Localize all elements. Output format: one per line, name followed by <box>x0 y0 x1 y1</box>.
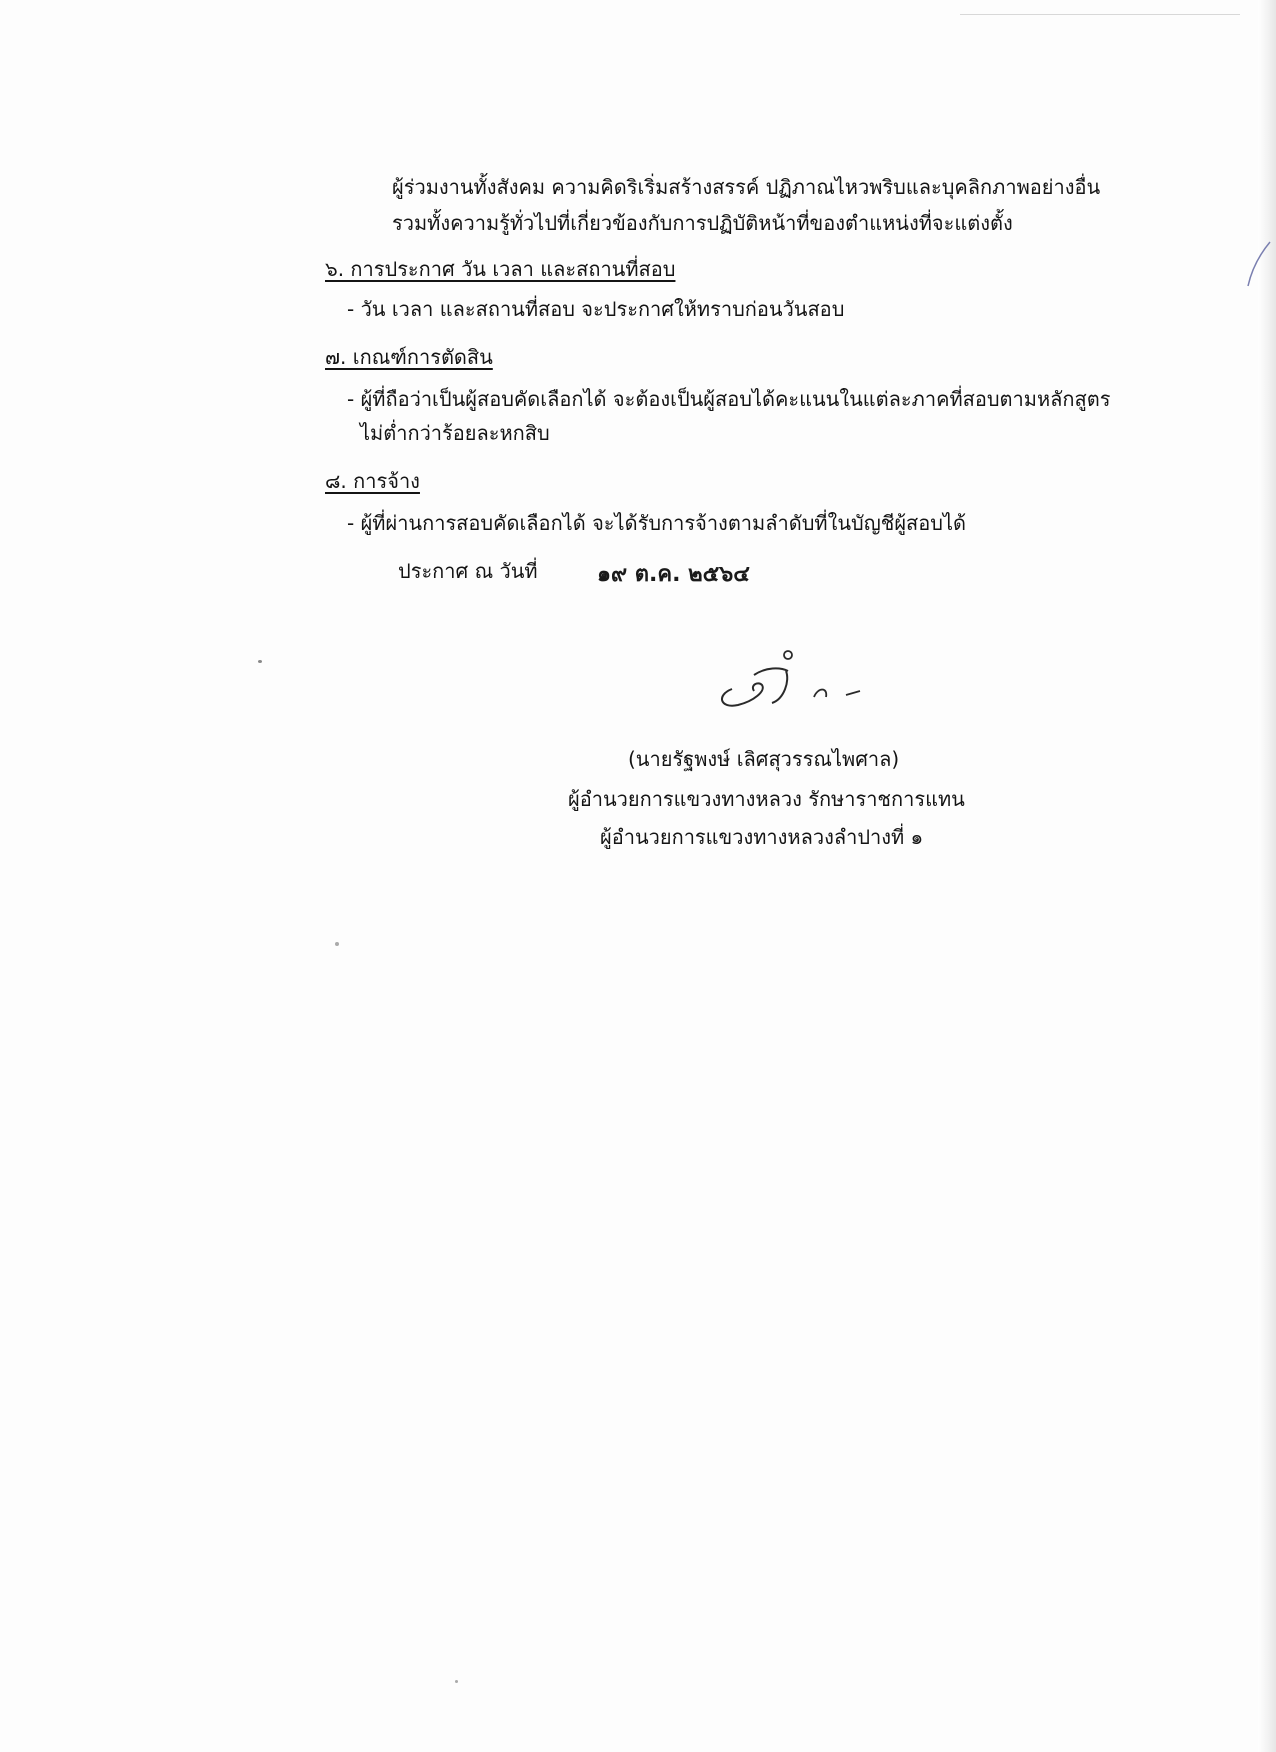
section-8-heading: ๘. การจ้าง <box>325 469 420 493</box>
intro-line-2: รวมทั้งความรู้ทั่วไปที่เกี่ยวข้องกับการปฏิบัติหน้าที่ของตำแหน่งที่จะแต่งตั้ง <box>392 211 1013 235</box>
section-6-heading: ๖. การประกาศ วัน เวลา และสถานที่สอบ <box>325 257 676 281</box>
signatory-title-1: ผู้อำนวยการแขวงทางหลวง รักษาราชการแทน <box>568 787 965 811</box>
scan-speck <box>455 1680 458 1683</box>
signature <box>710 645 890 715</box>
scan-speck <box>335 942 339 946</box>
section-7-heading: ๗. เกณฑ์การตัดสิน <box>325 345 493 369</box>
margin-pen-mark <box>1242 240 1272 290</box>
announcement-label: ประกาศ ณ วันที่ <box>398 559 538 583</box>
section-6-line-1: - วัน เวลา และสถานที่สอบ จะประกาศให้ทราบก่อนวันสอบ <box>347 297 845 321</box>
scan-speck <box>258 660 262 663</box>
announcement-date: ๑๙ ต.ค. ๒๕๖๔ <box>597 562 750 587</box>
signatory-name: (นายรัฐพงษ์ เลิศสุวรรณไพศาล) <box>628 747 900 771</box>
section-7-line-1: - ผู้ที่ถือว่าเป็นผู้สอบคัดเลือกได้ จะต้องเป็นผู้สอบได้คะแนนในแต่ละภาคที่สอบตามหลักสูตร <box>347 387 1111 411</box>
scan-line <box>960 14 1240 15</box>
section-7-line-2: ไม่ต่ำกว่าร้อยละหกสิบ <box>360 421 550 445</box>
intro-line-1: ผู้ร่วมงานทั้งสังคม ความคิดริเริ่มสร้างสรรค์ ปฏิภาณไหวพริบและบุคลิกภาพอย่างอื่น <box>392 175 1101 199</box>
signatory-title-2: ผู้อำนวยการแขวงทางหลวงลำปางที่ ๑ <box>600 825 924 849</box>
section-8-line-1: - ผู้ที่ผ่านการสอบคัดเลือกได้ จะได้รับการจ้างตามลำดับที่ในบัญชีผู้สอบได้ <box>347 511 967 535</box>
